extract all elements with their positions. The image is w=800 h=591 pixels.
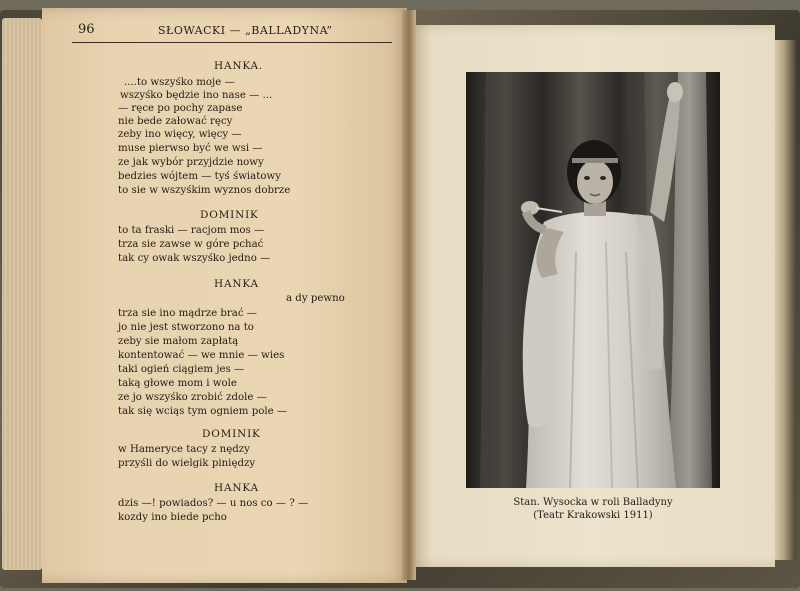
verse-line: tak się wciąs tym ogniem pole —	[118, 406, 288, 417]
stage-direction: a dy pewno	[286, 293, 345, 304]
caption-line: (Teatr Krakowski 1911)	[533, 509, 653, 521]
photo-caption	[466, 497, 720, 522]
verse-line: trza sie ino mądrze brać —	[118, 308, 257, 319]
verse-line: zeby sie małom zapłatą	[118, 336, 239, 347]
verse-line: bedzies wójtem — tyś światowy	[118, 171, 281, 182]
verse-line: zeby ino więcy, więcy —	[118, 129, 242, 140]
verse-line: trza sie zawse w góre pchać	[118, 239, 264, 250]
page-edges-right	[774, 40, 796, 560]
actress-photograph	[466, 72, 720, 488]
verse-line: w Hameryce tacy z nędzy	[118, 444, 250, 455]
page-edges-left	[2, 18, 42, 570]
page-number: 96	[78, 22, 95, 37]
verse-line: dzis —! powiados? — u nos co — ? —	[118, 498, 309, 509]
verse-line: muse pierwso być we wsi —	[118, 143, 263, 154]
verse-line: nie bede załować ręcy	[118, 116, 233, 127]
running-head: SŁOWACKI — „BALLADYNA”	[158, 24, 333, 37]
verse-line: kontentować — we mnie — wies	[118, 350, 285, 361]
verse-line: wszyśko będzie ino nase — ...	[120, 90, 273, 101]
speaker-name: DOMINIK	[202, 428, 261, 440]
caption-line: Stan. Wysocka w roli Balladyny	[513, 497, 673, 508]
verse-line: przyśli do wielgik piniędzy	[118, 458, 256, 469]
verse-line: jo nie jest stworzono na to	[118, 322, 254, 333]
photograph-illustration	[466, 72, 720, 488]
speaker-name: DOMINIK	[200, 209, 259, 221]
verse-line: ....to wszyśko moje —	[124, 77, 235, 88]
verse-line: kozdy ino biede pcho	[118, 512, 227, 523]
verse-line: to ta fraski — racjom mos —	[118, 225, 265, 236]
speaker-name: HANKA	[214, 482, 259, 494]
verse-line: — ręce po pochy zapase	[118, 103, 243, 114]
verse-line: taką głowe mom i wole	[118, 378, 237, 389]
verse-line: to sie w wszyśkim wyznos dobrze	[118, 185, 291, 196]
verse-line: tak cy owak wszyśko jedno —	[118, 253, 271, 264]
speaker-name: HANKA	[214, 278, 259, 290]
header-rule	[72, 42, 392, 43]
verse-line: taki ogień ciągiem jes —	[118, 364, 245, 375]
verse-line: ze jak wybór przyjdzie nowy	[118, 157, 264, 168]
speaker-name: HANKA.	[214, 60, 264, 72]
verse-line: ze jo wszyśko zrobić zdole —	[118, 392, 267, 403]
book-gutter	[402, 10, 416, 580]
